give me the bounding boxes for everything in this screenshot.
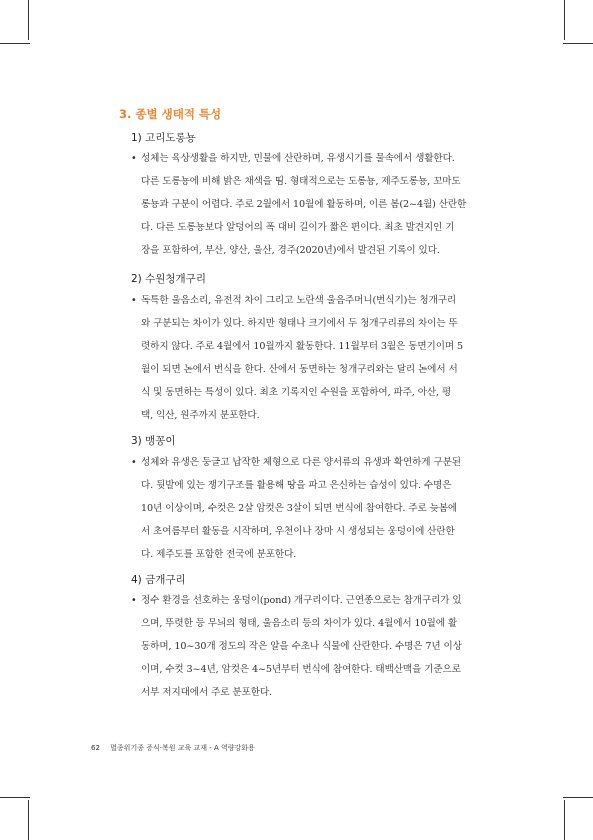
page-footer: [91, 743, 255, 753]
paragraph: [131, 147, 493, 262]
crop-mark: [563, 43, 593, 44]
crop-mark: [564, 0, 565, 40]
text-line: 동하며, 10~30개 정도의 작은 알을 수초나 식물에 산란한다. 수명은 7년 이상: [141, 641, 462, 652]
text-line: • 성체와 유생은 둥글고 납작한 체형으로 다른 양서류의 유생과 확연하게 구분된: [141, 451, 493, 474]
text-line: 다른 도롱뇽에 비해 밝은 채색을 띰. 형태적으로는 도롱뇽, 제주도롱뇽, 꼬마도: [141, 176, 461, 187]
subsection-heading: 3) 맹꽁이: [131, 435, 176, 447]
text-line: 롱뇽과 구분이 어렵다. 주로 2월에서 10월에 활동하며, 이른 봄(2~4월) 산란한: [141, 199, 467, 210]
text-line: 서 초여름부터 활동을 시작하며, 우천이나 장마 시 생성되는 웅덩이에 산란한: [141, 526, 455, 537]
paragraph: [131, 451, 493, 566]
text-line: 장을 포함하여, 부산, 양산, 울산, 경주(2020년)에서 발견된 기록이 있다.: [141, 245, 440, 256]
text-line: 와 구분되는 차이가 있다. 하지만 형태나 크기에서 두 청개구리류의 차이는 뚜: [141, 318, 458, 329]
text-line: 식 및 동면하는 특성이 있다. 최초 기록지인 수원을 포함하여, 파주, 아산, 평: [141, 387, 452, 398]
text-line: 으며, 뚜렷한 등 무늬의 형태, 울음소리 등의 차이가 있다. 4월에서 10월에 활: [141, 618, 457, 629]
crop-mark: [28, 0, 29, 40]
page-number: 62: [91, 744, 100, 752]
section-title: 3. 종별 생태적 특성: [119, 107, 222, 121]
crop-mark: [0, 43, 30, 44]
subsection-heading: 2) 수원청개구리: [131, 273, 206, 285]
paragraph: [131, 289, 493, 427]
footer-text: 멸종위기종 증식·복원 교육 교재 - A 역량강화용: [110, 744, 255, 752]
crop-mark: [0, 797, 30, 798]
crop-mark: [563, 797, 593, 798]
text-line: • 성체는 육상생활을 하지만, 민물에 산란하며, 유생시기를 물속에서 생활한다.: [141, 147, 493, 170]
crop-mark: [564, 800, 565, 840]
text-line: 10년 이상이며, 수컷은 2살 암컷은 3살이 되면 번식에 참여한다. 주로 늦봄에: [141, 503, 458, 514]
bullet-icon: •: [131, 457, 137, 468]
text-line: • 정수 환경을 선호하는 웅덩이(pond) 개구리이다. 근연종으로는 참개구리가 있: [141, 589, 493, 612]
bullet-icon: •: [131, 295, 137, 306]
text-line: 택, 익산, 원주까지 분포한다.: [141, 410, 260, 421]
text-line: 다. 다른 도롱뇽보다 알덩어의 폭 대비 길이가 짧은 편이다. 최초 발견지인 기: [141, 222, 455, 233]
crop-mark: [28, 800, 29, 840]
text-line: 다. 제주도를 포함한 전국에 분포한다.: [141, 549, 297, 560]
text-line: 이며, 수컷 3~4년, 암컷은 4~5년부터 번식에 참여한다. 태백산맥을 기준으로: [141, 664, 461, 675]
bullet-icon: •: [131, 153, 137, 164]
bullet-icon: •: [131, 595, 137, 606]
text-line: • 독특한 울음소리, 유전적 차이 그리고 노란색 울음주머니(번식기)는 청개구리: [141, 289, 493, 312]
text-line: 다. 뒷발에 있는 쟁기구조를 활용해 땅을 파고 은신하는 습성이 있다. 수명은: [141, 480, 452, 491]
text-line: 월이 되면 논에서 번식을 한다. 산에서 동면하는 청개구리와는 달리 논에서 서: [141, 364, 458, 375]
paragraph: [131, 589, 493, 704]
text-line: 서부 저지대에서 주로 분포한다.: [141, 687, 272, 698]
subsection-heading: 1) 고리도롱뇽: [131, 132, 196, 144]
text-line: 렷하지 않다. 주로 4월에서 10월까지 활동한다. 11월부터 3월은 동면기이며 5: [141, 341, 463, 352]
subsection-heading: 4) 금개구리: [131, 574, 186, 586]
